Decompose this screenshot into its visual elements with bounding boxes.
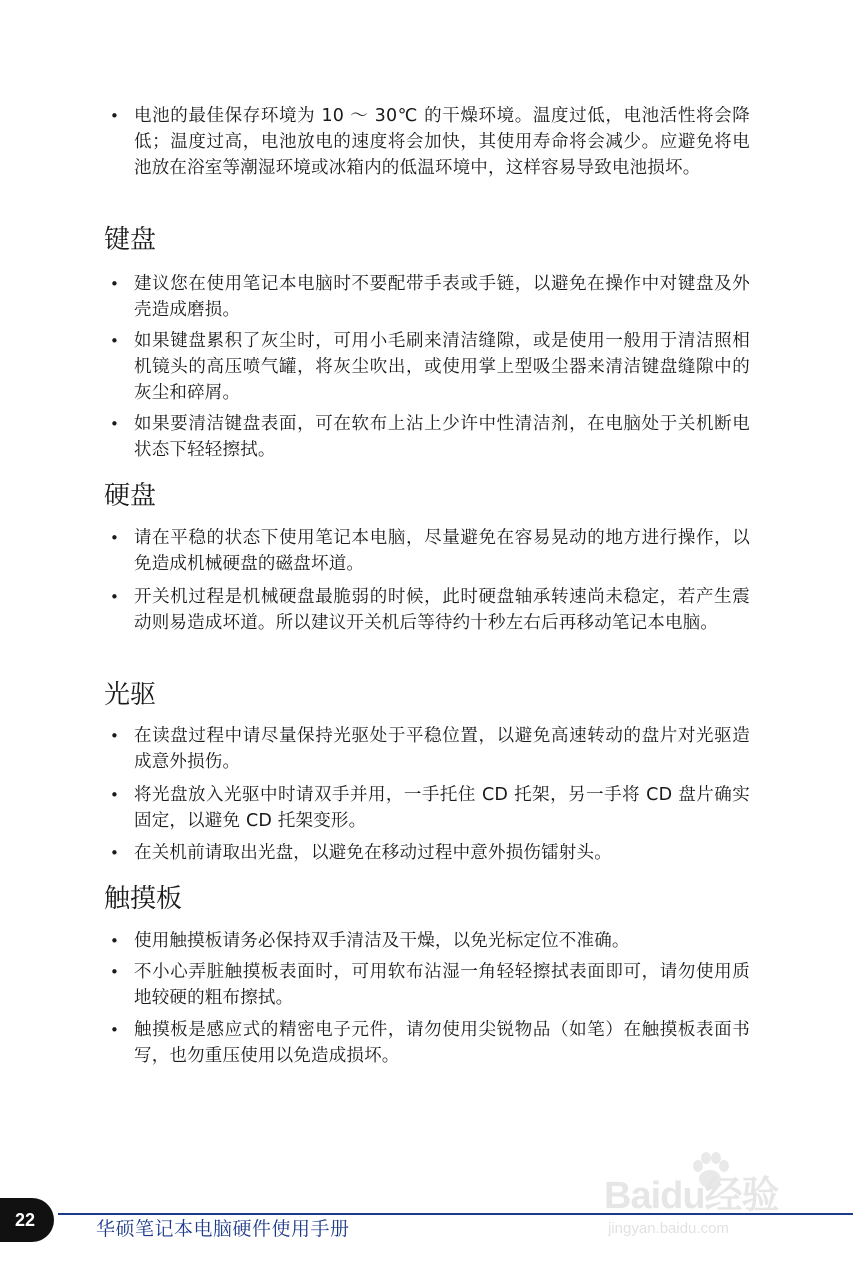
list-item	[110, 782, 750, 834]
list-item	[110, 959, 750, 1011]
bullet-dot: •	[110, 529, 119, 547]
watermark-brand: Baidu经验	[604, 1175, 779, 1217]
bullet-dot: •	[110, 932, 119, 950]
list-item	[110, 723, 750, 775]
list-item-text: 电池的最佳保存环境为 10 ～ 30℃ 的干燥环境。温度过低，电池活性将会降低；温度过高，电池放电的速度将会加快，其使用寿命将会减少。应避免将电池放在浴室等潮湿环境或冰箱内的低温环境中，这样容易导致电池损坏。	[134, 106, 750, 178]
bullet-dot: •	[110, 1021, 119, 1039]
list-item	[110, 1017, 750, 1069]
list-item	[110, 584, 750, 636]
list-item-text: 在关机前请取出光盘，以避免在移动过程中意外损伤镭射头。	[134, 843, 612, 863]
list-item-text: 如果要清洁键盘表面，可在软布上沾上少许中性清洁剂，在电脑处于关机断电状态下轻轻擦拭。	[134, 414, 750, 460]
footer-manual-title: 华硕笔记本电脑硬件使用手册	[96, 1218, 350, 1240]
bullet-dot: •	[110, 844, 119, 862]
bullet-dot: •	[110, 107, 119, 125]
list-item-text: 在读盘过程中请尽量保持光驱处于平稳位置，以避免高速转动的盘片对光驱造成意外损伤。	[134, 726, 750, 772]
list-item-text: 请在平稳的状态下使用笔记本电脑，尽量避免在容易晃动的地方进行操作，以免造成机械硬盘的磁盘坏道。	[134, 528, 750, 574]
list-item-text: 触摸板是感应式的精密电子元件，请勿使用尖锐物品（如笔）在触摸板表面书写，也勿重压使用以免造成损坏。	[134, 1020, 750, 1066]
bullet-dot: •	[110, 727, 119, 745]
bullet-dot: •	[110, 588, 119, 606]
section-heading-optical-drive: 光驱	[104, 680, 157, 710]
section-heading-hard-disk: 硬盘	[104, 481, 157, 511]
list-item-text: 开关机过程是机械硬盘最脆弱的时候，此时硬盘轴承转速尚未稳定，若产生震动则易造成坏道。所以建议开关机后等待约十秒左右后再移动笔记本电脑。	[134, 587, 750, 633]
watermark	[604, 1148, 804, 1248]
list-item-text: 不小心弄脏触摸板表面时，可用软布沾湿一角轻轻擦拭表面即可，请勿使用质地较硬的粗布擦拭。	[134, 962, 750, 1008]
bullet-dot: •	[110, 275, 119, 293]
bullet-dot: •	[110, 332, 119, 350]
list-item	[110, 103, 750, 181]
section-heading-keyboard: 键盘	[104, 225, 157, 255]
section-heading-touchpad: 触摸板	[104, 884, 183, 914]
footer-divider	[58, 1213, 853, 1215]
list-item-text: 将光盘放入光驱中时请双手并用，一手托住 CD 托架，另一手将 CD 盘片确实固定，以避免 CD 托架变形。	[134, 785, 750, 831]
list-item-text: 建议您在使用笔记本电脑时不要配带手表或手链，以避免在操作中对键盘及外壳造成磨损。	[134, 274, 750, 320]
list-item	[110, 840, 750, 866]
list-item	[110, 328, 750, 406]
list-item	[110, 928, 750, 954]
list-item	[110, 525, 750, 577]
list-item-text: 使用触摸板请务必保持双手清洁及干燥，以免光标定位不准确。	[134, 931, 630, 951]
list-item	[110, 271, 750, 323]
bullet-dot: •	[110, 963, 119, 981]
bullet-dot: •	[110, 415, 119, 433]
watermark-url: jingyan.baidu.com	[608, 1220, 729, 1237]
list-item	[110, 411, 750, 463]
list-item-text: 如果键盘累积了灰尘时，可用小毛刷来清洁缝隙，或是使用一般用于清洁照相机镜头的高压喷气罐，将灰尘吹出，或使用掌上型吸尘器来清洁键盘缝隙中的灰尘和碎屑。	[134, 331, 750, 403]
page-number-badge: 22	[0, 1198, 54, 1242]
bullet-dot: •	[110, 786, 119, 804]
